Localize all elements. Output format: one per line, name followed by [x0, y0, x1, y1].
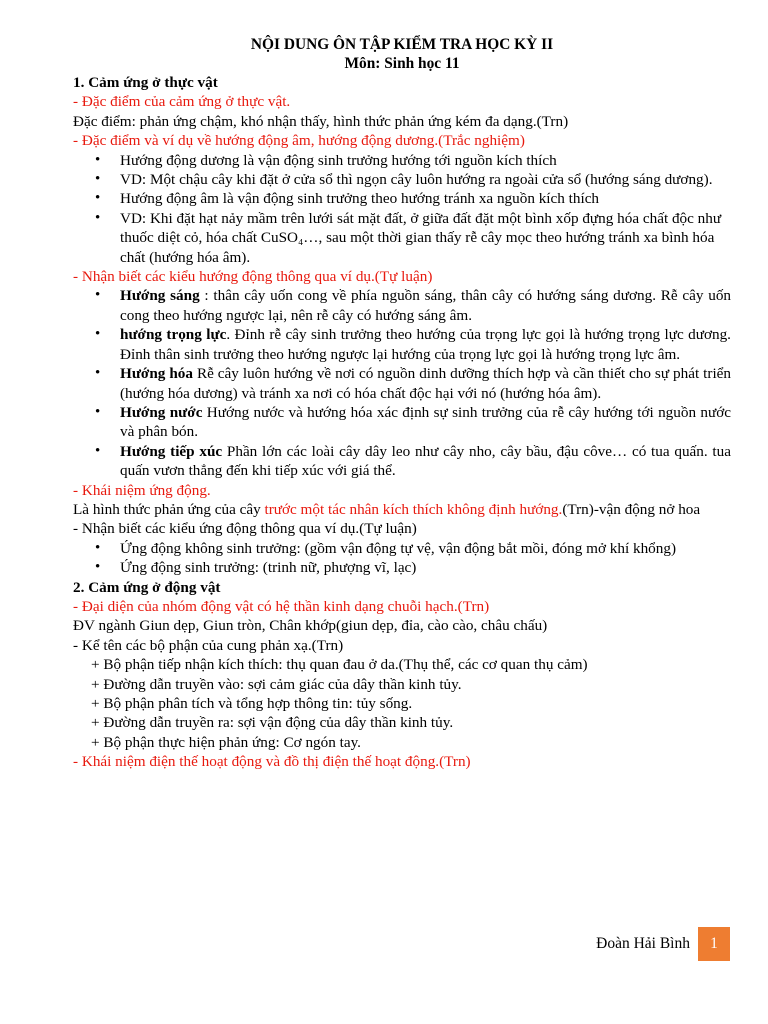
question-nastic-definition: - Khái niệm ứng động. [73, 481, 211, 499]
term-label: Hướng nước [120, 403, 203, 421]
answer-nastic-definition [73, 500, 731, 519]
term-label: Hướng sáng [120, 287, 200, 305]
question-tropism-examples: - Nhận biết các kiểu hướng động thông qua ví dụ.(Tự luận) [73, 268, 433, 286]
question-ganglion-nervous-system: - Đại diện của nhóm động vật có hệ thần kinh dạng chuỗi hạch.(Trn) [73, 597, 490, 615]
list-item: • Ứng động không sinh trưởng: (gồm vận động tự vệ, vận động bắt mồi, đóng mở khí khổng) [120, 539, 731, 558]
question-tropism-types: - Đặc điểm và ví dụ về hướng động âm, hướng động dương.(Trắc nghiệm) [73, 132, 525, 150]
term-description: Hướng nước và hướng hóa xác định sự sinh trưởng của rễ cây hướng tới nguồn nước và phân bón. [120, 403, 731, 441]
question-plant-characteristics: - Đặc điểm của cảm ứng ở thực vật. [73, 93, 291, 111]
list-item [120, 403, 731, 442]
answer-text-end: (Trn)-vận động nở hoa [562, 500, 701, 518]
list-item [120, 286, 731, 325]
page-content [73, 35, 731, 772]
answer-text: Là hình thức phản ứng của cây [73, 500, 265, 518]
document-title: NỘI DUNG ÔN TẬP KIỂM TRA HỌC KỲ II [250, 36, 554, 53]
question-nastic-examples: - Nhận biết các kiểu ứng động thông qua ví dụ.(Tự luận) [73, 520, 417, 538]
section-heading-animals: 2. Cảm ứng ở động vật [73, 578, 221, 596]
list-item: • VD: Khi đặt hạt nảy mầm trên lưới sát mặt đất, ở giữa đất đặt một bình xốp đựng hóa chất độc như thuốc diệt cỏ, hóa chất CuSO₄…, sau một thời gian thấy rễ cây mọc theo hướng tránh xa bình hóa chất (hướng hóa âm). [120, 209, 731, 267]
term-description: Phần lớn các loài cây dây leo như cây nho, cây bầu, đậu côve… có tua quấn. tua quấn vươn thẳng đến khi tiếp xúc với giá thể. [120, 442, 731, 480]
list-item: • Hướng động âm là vận động sinh trưởng theo hướng tránh xa nguồn kích thích [120, 189, 731, 208]
answer-highlight: trước một tác nhân kích thích không định hướng. [264, 500, 563, 518]
page-number-badge: 1 [698, 927, 730, 961]
footer-author: Đoàn Hải Bình [596, 935, 690, 952]
document-subtitle: Môn: Sinh học 11 [344, 55, 460, 72]
list-item [120, 442, 731, 481]
list-item [120, 325, 731, 364]
question-reflex-arc: - Kể tên các bộ phận của cung phản xạ.(Trn) [73, 636, 344, 654]
term-label: hướng trọng lực [120, 326, 227, 344]
list-item: • Ứng động sinh trưởng: (trinh nữ, phượng vĩ, lạc) [120, 558, 731, 577]
reflex-arc-step: + Bộ phận thực hiện phản ứng: Cơ ngón tay. [91, 733, 361, 751]
nastic-bullet-list [73, 539, 731, 578]
answer-plant-characteristics: Đặc điểm: phản ứng chậm, khó nhận thấy, hình thức phản ứng kém đa dạng.(Trn) [73, 112, 569, 130]
list-item: • Hướng động dương là vận động sinh trưởng hướng tới nguồn kích thích [120, 151, 731, 170]
page-footer [596, 927, 730, 961]
section-heading-plants: 1. Cảm ứng ở thực vật [73, 74, 218, 91]
term-description: . Đỉnh rễ cây sinh trưởng theo hướng của trọng lực gọi là hướng trọng lực dương. Đỉnh thân sinh trưởng theo hướng ngược lại hướng của trọng lực gọi là hướng trọng lực âm. [120, 326, 731, 363]
term-label: Hướng hóa [120, 365, 193, 383]
answer-ganglion-nervous-system: ĐV ngành Giun dẹp, Giun tròn, Chân khớp(giun dẹp, đỉa, cào cào, châu chấu) [73, 617, 548, 635]
reflex-arc-step: + Bộ phận tiếp nhận kích thích: thụ quan đau ở da.(Thụ thể, các cơ quan thụ cảm) [91, 656, 588, 674]
tropism-examples-list [73, 286, 731, 480]
list-item: • VD: Một chậu cây khi đặt ở cửa sổ thì ngọn cây luôn hướng ra ngoài cửa sổ (hướng sáng dương). [120, 170, 731, 189]
reflex-arc-step: + Đường dẫn truyền vào: sợi cảm giác của dây thần kinh tủy. [91, 675, 462, 693]
question-action-potential: - Khái niệm điện thế hoạt động và đồ thị điện thế hoạt động.(Trn) [73, 753, 471, 771]
term-label: Hướng tiếp xúc [120, 442, 223, 460]
tropism-bullet-list [73, 151, 731, 267]
reflex-arc-step: + Bộ phận phân tích và tổng hợp thông tin: tủy sống. [91, 695, 413, 712]
reflex-arc-step: + Đường dẫn truyền ra: sợi vận động của dây thần kinh tủy. [91, 714, 454, 732]
term-description: Rễ cây luôn hướng về nơi có nguồn dinh dưỡng thích hợp và cần thiết cho sự phát triển (hướng hóa dương) và tránh xa nơi có hóa chất độc hại với nó (hướng hóa âm). [120, 365, 731, 402]
term-description: : thân cây uốn cong về phía nguồn sáng, thân cây có hướng sáng dương. Rễ cây uốn cong theo hướng ngược lại, nên rễ cây có hướng sáng âm. [120, 287, 732, 324]
list-item [120, 364, 731, 403]
